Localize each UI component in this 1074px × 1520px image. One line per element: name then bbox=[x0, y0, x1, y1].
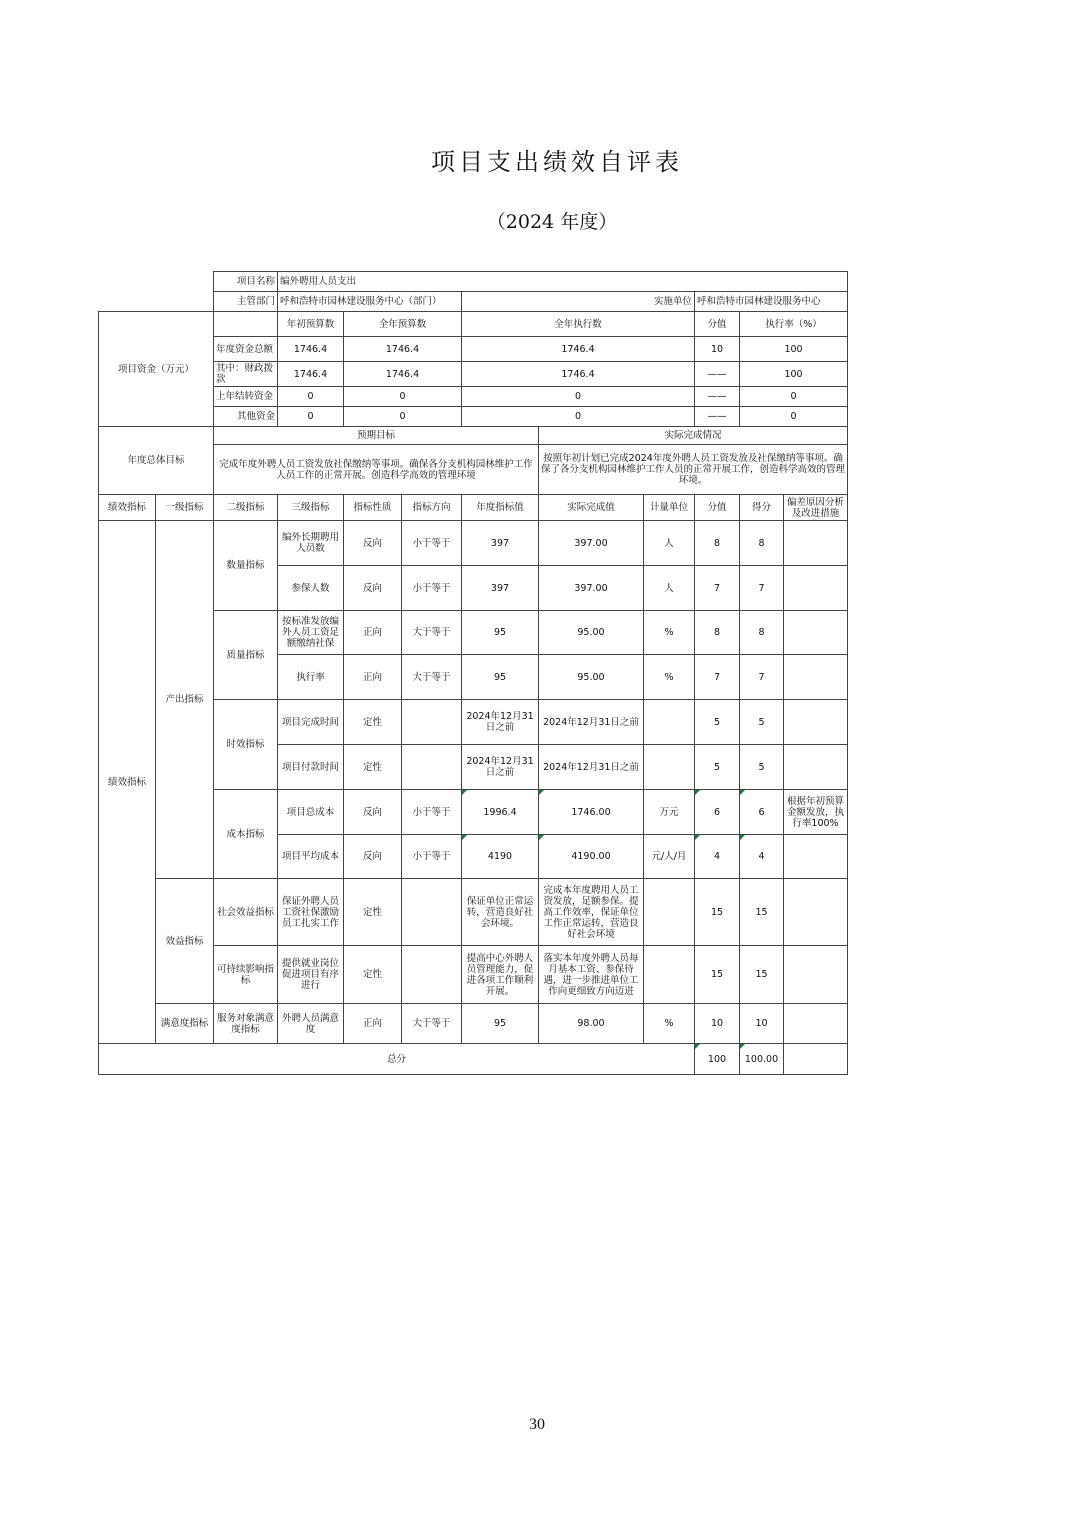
score: 15 bbox=[740, 879, 784, 946]
funds-exec: 0 bbox=[462, 387, 695, 407]
score-val: 5 bbox=[695, 745, 740, 790]
impl-value: 呼和浩特市园林建设服务中心 bbox=[695, 292, 848, 312]
note bbox=[784, 1004, 848, 1044]
direction: 小于等于 bbox=[402, 521, 462, 566]
nature: 正向 bbox=[344, 611, 402, 655]
level2-quality: 质量指标 bbox=[214, 611, 278, 700]
funds-initial: 1746.4 bbox=[278, 362, 344, 387]
direction bbox=[402, 946, 462, 1004]
score: 8 bbox=[740, 611, 784, 655]
unit: % bbox=[644, 611, 695, 655]
page-subtitle: （2024 年度） bbox=[486, 211, 618, 233]
total-row bbox=[99, 1044, 848, 1075]
score-val: 8 bbox=[695, 611, 740, 655]
funds-header-row bbox=[99, 312, 848, 337]
funds-header: 年初预算数 bbox=[278, 312, 344, 337]
level1-benefit: 效益指标 bbox=[156, 879, 214, 1004]
project-name-row bbox=[99, 272, 848, 292]
level2-cost: 成本指标 bbox=[214, 790, 278, 879]
funds-header: 全年预算数 bbox=[344, 312, 462, 337]
direction: 大于等于 bbox=[402, 1004, 462, 1044]
direction: 小于等于 bbox=[402, 835, 462, 879]
funds-initial: 0 bbox=[278, 387, 344, 407]
actual: 397.00 bbox=[539, 566, 644, 611]
funds-exec: 0 bbox=[462, 407, 695, 427]
funds-rate: 100 bbox=[740, 337, 848, 362]
funds-exec: 1746.4 bbox=[462, 362, 695, 387]
level1-satisfaction: 满意度指标 bbox=[156, 1004, 214, 1044]
score: 7 bbox=[740, 566, 784, 611]
funds-header: 分值 bbox=[695, 312, 740, 337]
target: 95 bbox=[462, 655, 539, 700]
nature: 反向 bbox=[344, 790, 402, 835]
indicator-row bbox=[99, 1004, 848, 1044]
actual: 1746.00 bbox=[539, 790, 644, 835]
score: 6 bbox=[740, 790, 784, 835]
funds-rate: 100 bbox=[740, 362, 848, 387]
score-val: 15 bbox=[695, 879, 740, 946]
nature: 反向 bbox=[344, 521, 402, 566]
indicator-header: 年度指标值 bbox=[462, 495, 539, 521]
direction: 小于等于 bbox=[402, 566, 462, 611]
indicator-row bbox=[99, 521, 848, 566]
funds-annual: 0 bbox=[344, 387, 462, 407]
target: 397 bbox=[462, 521, 539, 566]
level3-name: 保证外聘人员工资社保激励员工扎实工作 bbox=[278, 879, 344, 946]
direction bbox=[402, 879, 462, 946]
target: 2024年12月31日之前 bbox=[462, 700, 539, 745]
target: 397 bbox=[462, 566, 539, 611]
score-val: 5 bbox=[695, 700, 740, 745]
score: 5 bbox=[740, 700, 784, 745]
indicator-header: 偏差原因分析及改进措施 bbox=[784, 495, 848, 521]
score-val: 4 bbox=[695, 835, 740, 879]
funds-row-name: 年度资金总额 bbox=[214, 337, 278, 362]
level3-name: 项目平均成本 bbox=[278, 835, 344, 879]
indicator-header-row bbox=[99, 495, 848, 521]
note bbox=[784, 745, 848, 790]
funds-annual: 1746.4 bbox=[344, 337, 462, 362]
level3-name: 按标准发放编外人员工资足额缴纳社保 bbox=[278, 611, 344, 655]
funds-row-name: 其中：财政拨款 bbox=[214, 362, 278, 387]
unit: 人 bbox=[644, 566, 695, 611]
total-score: 100.00 bbox=[740, 1044, 784, 1075]
evaluation-table bbox=[98, 271, 848, 1075]
actual: 落实本年度外聘人员每月基本工资、参保待遇，进一步推进单位工作向更细致方向迈进 bbox=[539, 946, 644, 1004]
actual: 98.00 bbox=[539, 1004, 644, 1044]
level3-name: 项目付款时间 bbox=[278, 745, 344, 790]
target: 1996.4 bbox=[462, 790, 539, 835]
funds-rate: 0 bbox=[740, 387, 848, 407]
dept-value: 呼和浩特市园林建设服务中心（部门） bbox=[278, 292, 462, 312]
project-name-label: 项目名称 bbox=[214, 272, 278, 292]
page-number: 30 bbox=[529, 1416, 545, 1433]
funds-label: 项目资金（万元） bbox=[99, 312, 214, 427]
funds-rate: 0 bbox=[740, 407, 848, 427]
project-name-value: 编外聘用人员支出 bbox=[278, 272, 848, 292]
indicator-header: 分值 bbox=[695, 495, 740, 521]
funds-header: 执行率（%） bbox=[740, 312, 848, 337]
unit: % bbox=[644, 1004, 695, 1044]
goals-label: 年度总体目标 bbox=[99, 427, 214, 495]
level2-service: 服务对象满意度指标 bbox=[214, 1004, 278, 1044]
unit bbox=[644, 700, 695, 745]
expected-goal-header: 预期目标 bbox=[214, 427, 539, 445]
score: 8 bbox=[740, 521, 784, 566]
indicator-header: 得分 bbox=[740, 495, 784, 521]
indicator-header: 指标性质 bbox=[344, 495, 402, 521]
funds-row-name: 其他资金 bbox=[214, 407, 278, 427]
funds-exec: 1746.4 bbox=[462, 337, 695, 362]
level2-sustainable: 可持续影响指标 bbox=[214, 946, 278, 1004]
score: 7 bbox=[740, 655, 784, 700]
funds-initial: 1746.4 bbox=[278, 337, 344, 362]
funds-header: 全年执行数 bbox=[462, 312, 695, 337]
unit: % bbox=[644, 655, 695, 700]
total-score-val: 100 bbox=[695, 1044, 740, 1075]
score-val: 8 bbox=[695, 521, 740, 566]
funds-initial: 0 bbox=[278, 407, 344, 427]
level2-timeliness: 时效指标 bbox=[214, 700, 278, 790]
direction: 大于等于 bbox=[402, 611, 462, 655]
level3-name: 参保人数 bbox=[278, 566, 344, 611]
note bbox=[784, 700, 848, 745]
nature: 定性 bbox=[344, 946, 402, 1004]
note bbox=[784, 835, 848, 879]
score: 15 bbox=[740, 946, 784, 1004]
score: 5 bbox=[740, 745, 784, 790]
total-label: 总分 bbox=[99, 1044, 695, 1075]
unit: 元/人/月 bbox=[644, 835, 695, 879]
nature: 定性 bbox=[344, 879, 402, 946]
nature: 反向 bbox=[344, 566, 402, 611]
funds-score-val: —— bbox=[695, 407, 740, 427]
funds-annual: 1746.4 bbox=[344, 362, 462, 387]
unit bbox=[644, 745, 695, 790]
goals-header-row bbox=[99, 427, 848, 445]
target: 保证单位正常运转，营造良好社会环境。 bbox=[462, 879, 539, 946]
level3-name: 外聘人员满意度 bbox=[278, 1004, 344, 1044]
level3-name: 提供就业岗位促进项目有序进行 bbox=[278, 946, 344, 1004]
score-val: 6 bbox=[695, 790, 740, 835]
direction bbox=[402, 700, 462, 745]
level3-name: 执行率 bbox=[278, 655, 344, 700]
unit: 人 bbox=[644, 521, 695, 566]
actual-result-header: 实际完成情况 bbox=[539, 427, 848, 445]
perf-indicator-label: 绩效指标 bbox=[99, 521, 156, 1044]
target: 4190 bbox=[462, 835, 539, 879]
level3-name: 编外长期聘用人员数 bbox=[278, 521, 344, 566]
indicator-header: 指标方向 bbox=[402, 495, 462, 521]
level2-social: 社会效益指标 bbox=[214, 879, 278, 946]
funds-score-val: —— bbox=[695, 387, 740, 407]
note bbox=[784, 946, 848, 1004]
unit: 万元 bbox=[644, 790, 695, 835]
direction: 小于等于 bbox=[402, 790, 462, 835]
actual: 397.00 bbox=[539, 521, 644, 566]
actual: 2024年12月31日之前 bbox=[539, 700, 644, 745]
level1-output: 产出指标 bbox=[156, 521, 214, 879]
score: 4 bbox=[740, 835, 784, 879]
funds-row-name: 上年结转资金 bbox=[214, 387, 278, 407]
nature: 正向 bbox=[344, 1004, 402, 1044]
total-note bbox=[784, 1044, 848, 1075]
actual: 完成本年度聘用人员工资发放，足额参保。提高工作效率，保证单位工作正常运转，营造良好社会环境 bbox=[539, 879, 644, 946]
page-title: 项目支出绩效自评表 bbox=[431, 148, 683, 176]
note bbox=[784, 879, 848, 946]
level3-name: 项目完成时间 bbox=[278, 700, 344, 745]
funds-score-val: —— bbox=[695, 362, 740, 387]
score-val: 15 bbox=[695, 946, 740, 1004]
actual: 95.00 bbox=[539, 655, 644, 700]
note: 根据年初预算金额发放，执行率100% bbox=[784, 790, 848, 835]
direction bbox=[402, 745, 462, 790]
target: 2024年12月31日之前 bbox=[462, 745, 539, 790]
impl-label: 实施单位 bbox=[462, 292, 695, 312]
score-val: 10 bbox=[695, 1004, 740, 1044]
indicator-header: 三级指标 bbox=[278, 495, 344, 521]
score-val: 7 bbox=[695, 566, 740, 611]
expected-goal-text: 完成年度外聘人员工资发放社保缴纳等事项。确保各分支机构园林维护工作人员工作的正常开展。创造科学高效的管理环境 bbox=[214, 445, 539, 495]
note bbox=[784, 566, 848, 611]
nature: 反向 bbox=[344, 835, 402, 879]
note bbox=[784, 521, 848, 566]
note bbox=[784, 655, 848, 700]
funds-annual: 0 bbox=[344, 407, 462, 427]
note bbox=[784, 611, 848, 655]
dept-row bbox=[99, 292, 848, 312]
actual: 2024年12月31日之前 bbox=[539, 745, 644, 790]
actual: 95.00 bbox=[539, 611, 644, 655]
unit bbox=[644, 879, 695, 946]
dept-label: 主管部门 bbox=[214, 292, 278, 312]
target: 95 bbox=[462, 1004, 539, 1044]
level3-name: 项目总成本 bbox=[278, 790, 344, 835]
indicator-header: 绩效指标 bbox=[99, 495, 156, 521]
indicator-header: 一级指标 bbox=[156, 495, 214, 521]
nature: 定性 bbox=[344, 700, 402, 745]
actual-result-text: 按照年初计划已完成2024年度外聘人员工资发放及社保缴纳等事项。确保了各分支机构园林维护工作人员的正常开展工作，创造科学高效的管理环境。 bbox=[539, 445, 848, 495]
unit bbox=[644, 946, 695, 1004]
score-val: 7 bbox=[695, 655, 740, 700]
indicator-header: 计量单位 bbox=[644, 495, 695, 521]
target: 提高中心外聘人员管理能力，促进各项工作顺利开展。 bbox=[462, 946, 539, 1004]
nature: 正向 bbox=[344, 655, 402, 700]
score: 10 bbox=[740, 1004, 784, 1044]
actual: 4190.00 bbox=[539, 835, 644, 879]
indicator-header: 实际完成值 bbox=[539, 495, 644, 521]
indicator-header: 二级指标 bbox=[214, 495, 278, 521]
nature: 定性 bbox=[344, 745, 402, 790]
funds-score-val: 10 bbox=[695, 337, 740, 362]
target: 95 bbox=[462, 611, 539, 655]
direction: 大于等于 bbox=[402, 655, 462, 700]
level2-quantity: 数量指标 bbox=[214, 521, 278, 611]
indicator-row bbox=[99, 879, 848, 946]
